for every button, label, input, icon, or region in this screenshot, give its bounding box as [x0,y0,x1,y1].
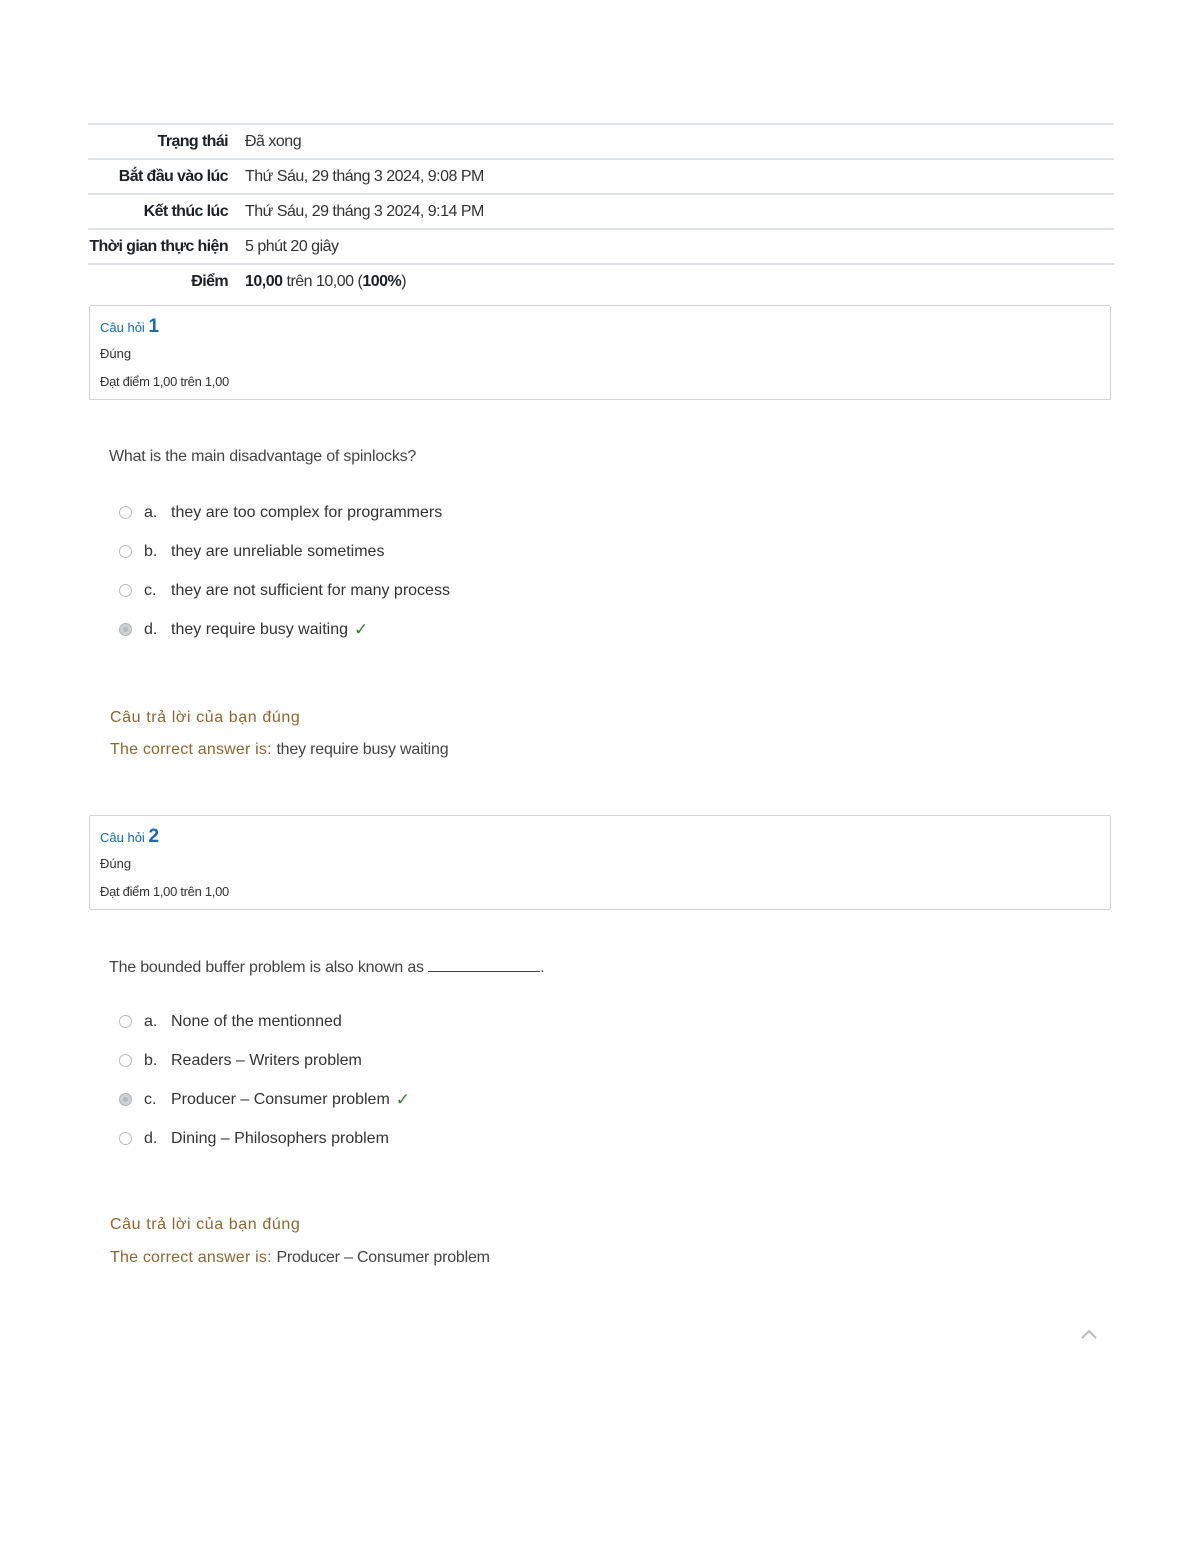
summary-value: 5 phút 20 giây [245,238,339,255]
option-text: they are unreliable sometimes [171,542,385,560]
question-state: Đúng [100,346,132,361]
option-text: Dining – Philosophers problem [171,1129,389,1147]
question-mark: Đạt điểm 1,00 trên 1,00 [100,884,229,899]
summary-label: Điểm [191,273,228,290]
question-label: Câu hỏi [100,320,145,335]
right-answer [110,1249,490,1267]
chevron-up-icon[interactable] [1079,1325,1099,1345]
summary-label: Kết thúc lúc [143,203,228,220]
radio-button[interactable] [119,1132,132,1145]
summary-row-started [88,158,1114,193]
grade-end: ) [401,273,407,290]
option-text: Producer – Consumer problem [171,1090,390,1108]
option-letter: c. [144,1090,157,1108]
right-answer-label: The correct answer is: [110,741,277,758]
summary-row-time-taken [88,228,1114,263]
answer-list [119,493,450,649]
option-letter: a. [144,503,158,521]
question-text [109,957,544,977]
feedback-correct: Câu trả lời của bạn đúng [110,1216,301,1233]
option-text: they are not sufficient for many process [171,581,450,599]
question-number [100,316,159,338]
grade-percent: 100% [362,273,402,290]
option-text: Readers – Writers problem [171,1051,362,1069]
option-letter: a. [144,1012,158,1030]
question-info-box [89,305,1111,400]
answer-option-a[interactable] [119,1002,410,1041]
right-answer [110,741,448,759]
summary-row-state [88,123,1114,158]
option-letter: b. [144,542,158,560]
option-text: they are too complex for programmers [171,503,443,521]
grade-score: 10,00 [245,273,283,290]
question-text-end: . [540,959,545,976]
answer-option-b[interactable] [119,532,450,571]
question-label: Câu hỏi [100,830,145,845]
option-text: None of the mentionned [171,1012,342,1030]
grade-middle: trên 10,00 ( [282,273,363,290]
answer-option-d[interactable] [119,1119,410,1158]
radio-button[interactable] [119,506,132,519]
question-number-value: 2 [148,826,160,847]
question-number-value: 1 [148,316,160,337]
option-letter: d. [144,1129,158,1147]
answer-option-a[interactable] [119,493,450,532]
answer-option-c[interactable] [119,571,450,610]
radio-button[interactable] [119,545,132,558]
question-number [100,826,159,848]
answer-option-b[interactable] [119,1041,410,1080]
summary-label: Thời gian thực hiện [89,238,228,255]
check-icon: ✓ [353,619,369,639]
answer-list [119,1002,410,1158]
check-icon: ✓ [395,1089,411,1109]
radio-button[interactable] [119,584,132,597]
right-answer-value: they require busy waiting [276,741,449,758]
question-text: What is the main disadvantage of spinlocks? [109,448,417,465]
summary-label: Bắt đầu vào lúc [118,168,228,185]
radio-button-selected[interactable] [119,623,132,636]
answer-option-c[interactable] [119,1080,410,1119]
summary-row-grade [88,263,1114,298]
question-state: Đúng [100,856,132,871]
radio-button[interactable] [119,1054,132,1067]
fill-blank-line [428,957,540,972]
summary-value: Đã xong [245,133,302,150]
question-text-main: The bounded buffer problem is also known as [109,959,429,976]
summary-value: Thứ Sáu, 29 tháng 3 2024, 9:08 PM [245,168,484,185]
question-info-box [89,815,1111,910]
option-letter: d. [144,620,158,638]
summary-value: Thứ Sáu, 29 tháng 3 2024, 9:14 PM [245,203,484,220]
right-answer-label: The correct answer is: [110,1249,277,1266]
right-answer-value: Producer – Consumer problem [276,1249,490,1266]
attempt-summary-table [88,123,1114,298]
option-letter: b. [144,1051,158,1069]
option-text: they require busy waiting [171,620,348,638]
summary-grade-value [245,270,406,294]
option-letter: c. [144,581,157,599]
question-mark: Đạt điểm 1,00 trên 1,00 [100,374,229,389]
radio-button[interactable] [119,1015,132,1028]
summary-label: Trạng thái [157,133,228,150]
summary-row-completed [88,193,1114,228]
feedback-correct: Câu trả lời của bạn đúng [110,709,301,726]
radio-button-selected[interactable] [119,1093,132,1106]
answer-option-d[interactable] [119,610,450,649]
